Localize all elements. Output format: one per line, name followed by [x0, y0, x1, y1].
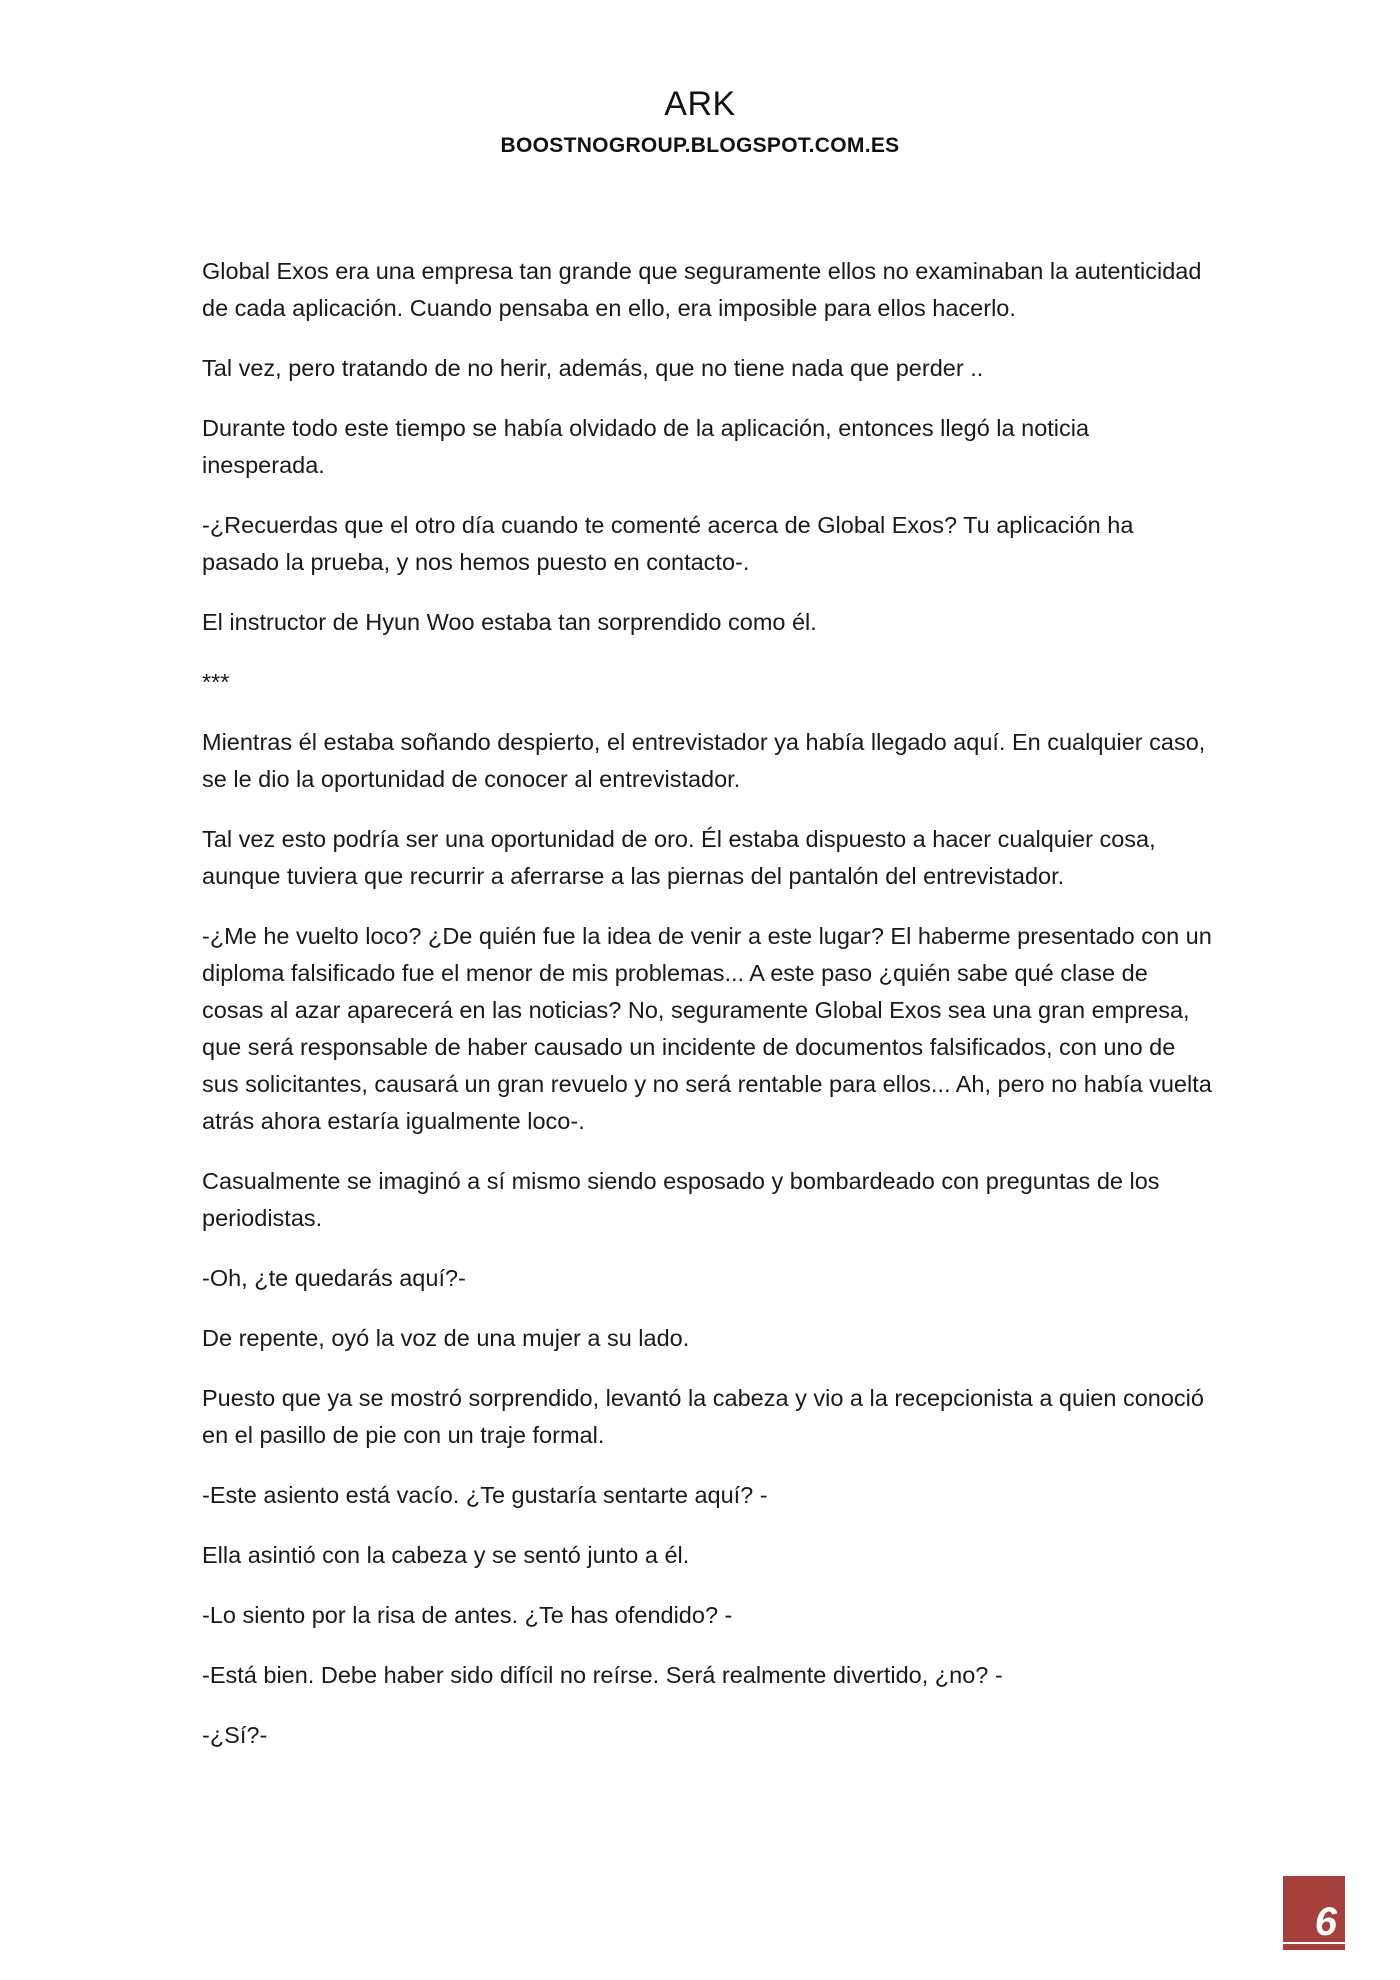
paragraph: Casualmente se imaginó a sí mismo siendo esposado y bombardeado con preguntas de los periodistas.	[202, 1168, 1160, 1231]
scene-break: ***	[202, 669, 230, 695]
paragraph: -¿Me he vuelto loco? ¿De quién fue la idea de venir a este lugar? El haberme presentado con un diploma falsificado fue el menor de mis problemas... A este paso ¿quién sabe qué clase de cosas al azar aparecerá en las noticias? No, seguramente Global Exos sea una gran empresa, que será responsable de haber causado un incidente de documentos falsificados, con uno de sus solicitantes, causará un gran revuelo y no será rentable para ellos... Ah, pero no había vuelta atrás ahora estaría igualmente loco-.	[202, 923, 1212, 1134]
document-title: ARK	[664, 85, 736, 123]
paragraph: El instructor de Hyun Woo estaba tan sorprendido como él.	[202, 609, 817, 635]
body-text	[202, 253, 1212, 1777]
page-number-badge	[1283, 1876, 1345, 1950]
paragraph: Ella asintió con la cabeza y se sentó junto a él.	[202, 1542, 690, 1568]
paragraph: -Está bien. Debe haber sido difícil no reírse. Será realmente divertido, ¿no? -	[202, 1662, 1003, 1688]
paragraph: Tal vez esto podría ser una oportunidad de oro. Él estaba dispuesto a hacer cualquier cosa, aunque tuviera que recurrir a aferrarse a las piernas del pantalón del entrevistador.	[202, 826, 1156, 889]
paragraph: Puesto que ya se mostró sorprendido, levantó la cabeza y vio a la recepcionista a quien conoció en el pasillo de pie con un traje formal.	[202, 1385, 1204, 1448]
paragraph: -Oh, ¿te quedarás aquí?-	[202, 1265, 466, 1291]
page-header	[0, 84, 1400, 160]
paragraph: Tal vez, pero tratando de no herir, además, que no tiene nada que perder ..	[202, 355, 984, 381]
paragraph: -Este asiento está vacío. ¿Te gustaría sentarte aquí? -	[202, 1482, 768, 1508]
paragraph: -¿Sí?-	[202, 1722, 268, 1748]
paragraph: -¿Recuerdas que el otro día cuando te comenté acerca de Global Exos? Tu aplicación ha pasado la prueba, y nos hemos puesto en contacto-.	[202, 512, 1134, 575]
paragraph: -Lo siento por la risa de antes. ¿Te has ofendido? -	[202, 1602, 733, 1628]
paragraph: Global Exos era una empresa tan grande que seguramente ellos no examinaban la autenticidad de cada aplicación. Cuando pensaba en ello, era imposible para ellos hacerlo.	[202, 258, 1202, 321]
blog-url-subtitle: BOOSTNOGROUP.BLOGSPOT.COM.ES	[500, 134, 900, 157]
paragraph: De repente, oyó la voz de una mujer a su lado.	[202, 1325, 690, 1351]
page-number: 6	[1314, 1900, 1337, 1944]
paragraph: Mientras él estaba soñando despierto, el entrevistador ya había llegado aquí. En cualquier caso, se le dio la oportunidad de conocer al entrevistador.	[202, 729, 1206, 792]
paragraph: Durante todo este tiempo se había olvidado de la aplicación, entonces llegó la noticia inesperada.	[202, 415, 1090, 478]
